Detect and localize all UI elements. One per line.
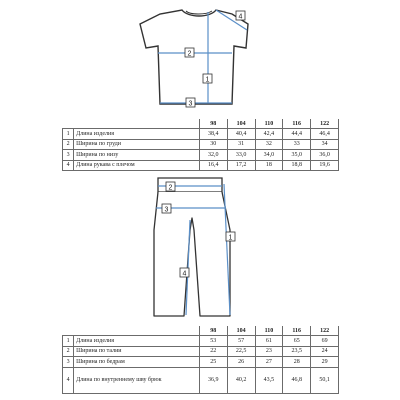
- table-cell: 28: [283, 357, 311, 367]
- tshirt-size-table: [62, 119, 339, 171]
- table-cell: 36,9: [199, 367, 227, 393]
- size-header: 110: [255, 119, 283, 129]
- table-cell: 40,4: [227, 129, 255, 139]
- header-empty-label: [74, 119, 200, 129]
- tshirt-marker-1: [203, 74, 212, 84]
- row-label: Ширина по талии: [74, 346, 200, 356]
- table-cell: 65: [283, 336, 311, 346]
- table-cell: 17,2: [227, 160, 255, 170]
- row-number: 1: [63, 336, 74, 346]
- table-cell: 27: [255, 357, 283, 367]
- table-cell: 46,8: [283, 367, 311, 393]
- row-label: Длина рукава с плечом: [74, 160, 200, 170]
- table-cell: 34,0: [255, 150, 283, 160]
- table-cell: 36,0: [311, 150, 339, 160]
- table-row: [63, 346, 339, 356]
- table-row: [63, 357, 339, 367]
- row-label: Ширина по груди: [74, 139, 200, 149]
- pants-marker-3: [162, 204, 171, 214]
- row-number: 2: [63, 139, 74, 149]
- table-row: [63, 139, 339, 149]
- pants-marker-1: [226, 232, 235, 242]
- table-cell: 44,4: [283, 129, 311, 139]
- table-row: [63, 150, 339, 160]
- table-cell: 18: [255, 160, 283, 170]
- size-header: 104: [227, 119, 255, 129]
- table-cell: 22: [199, 346, 227, 356]
- table-cell: 50,1: [311, 367, 339, 393]
- size-header: 98: [199, 326, 227, 336]
- row-label: Ширина по бедрам: [74, 357, 200, 367]
- header-empty-label: [74, 326, 200, 336]
- table-header-row: [63, 326, 339, 336]
- row-number: 1: [63, 129, 74, 139]
- header-empty-num: [63, 326, 74, 336]
- table-cell: 35,0: [283, 150, 311, 160]
- table-cell: 31: [227, 139, 255, 149]
- row-label: Длина изделия: [74, 336, 200, 346]
- table-cell: 32,0: [199, 150, 227, 160]
- row-number: 4: [63, 160, 74, 170]
- table-cell: 33,0: [227, 150, 255, 160]
- table-cell: 46,4: [311, 129, 339, 139]
- pants-marker-4: [180, 268, 189, 278]
- table-cell: 22,5: [227, 346, 255, 356]
- table-cell: 25: [199, 357, 227, 367]
- table-cell: 34: [311, 139, 339, 149]
- svg-text:3: 3: [188, 100, 193, 108]
- row-number: 4: [63, 367, 74, 393]
- row-number: 3: [63, 150, 74, 160]
- row-label: Длина по внутреннему шву брюк: [74, 367, 200, 393]
- table-cell: 43,5: [255, 367, 283, 393]
- size-header: 116: [283, 119, 311, 129]
- tshirt-marker-4: [236, 11, 245, 21]
- table-cell: 26: [227, 357, 255, 367]
- table-cell: 57: [227, 336, 255, 346]
- tshirt-marker-3: [186, 98, 195, 108]
- table-cell: 16,4: [199, 160, 227, 170]
- svg-text:2: 2: [187, 50, 192, 58]
- table-cell: 19,6: [311, 160, 339, 170]
- table-cell: 69: [311, 336, 339, 346]
- svg-text:4: 4: [182, 270, 187, 278]
- table-cell: 18,8: [283, 160, 311, 170]
- table-row: [63, 129, 339, 139]
- tshirt-diagram: [0, 0, 400, 112]
- table-cell: 30: [199, 139, 227, 149]
- table-cell: 23: [255, 346, 283, 356]
- size-header: 122: [311, 326, 339, 336]
- svg-text:1: 1: [228, 234, 233, 242]
- table-cell: 33: [283, 139, 311, 149]
- table-cell: 23,5: [283, 346, 311, 356]
- header-empty-num: [63, 119, 74, 129]
- size-header: 98: [199, 119, 227, 129]
- svg-text:1: 1: [205, 76, 210, 84]
- table-header-row: [63, 119, 339, 129]
- table-cell: 42,4: [255, 129, 283, 139]
- size-header: 122: [311, 119, 339, 129]
- size-header: 116: [283, 326, 311, 336]
- table-row: [63, 336, 339, 346]
- table-cell: 40,2: [227, 367, 255, 393]
- svg-text:4: 4: [238, 13, 243, 21]
- row-label: Длина изделия: [74, 129, 200, 139]
- svg-text:2: 2: [168, 184, 173, 192]
- tshirt-marker-2: [185, 48, 194, 58]
- svg-text:3: 3: [164, 206, 169, 214]
- size-header: 104: [227, 326, 255, 336]
- table-cell: 53: [199, 336, 227, 346]
- size-header: 110: [255, 326, 283, 336]
- row-number: 3: [63, 357, 74, 367]
- table-cell: 61: [255, 336, 283, 346]
- pants-size-table: [62, 326, 339, 394]
- row-label: Ширина по низу: [74, 150, 200, 160]
- table-cell: 32: [255, 139, 283, 149]
- table-row: [63, 160, 339, 170]
- table-cell: 38,4: [199, 129, 227, 139]
- row-number: 2: [63, 346, 74, 356]
- table-cell: 24: [311, 346, 339, 356]
- pants-marker-2: [166, 182, 175, 192]
- pants-diagram: [0, 170, 400, 320]
- table-row: [63, 367, 339, 393]
- table-cell: 29: [311, 357, 339, 367]
